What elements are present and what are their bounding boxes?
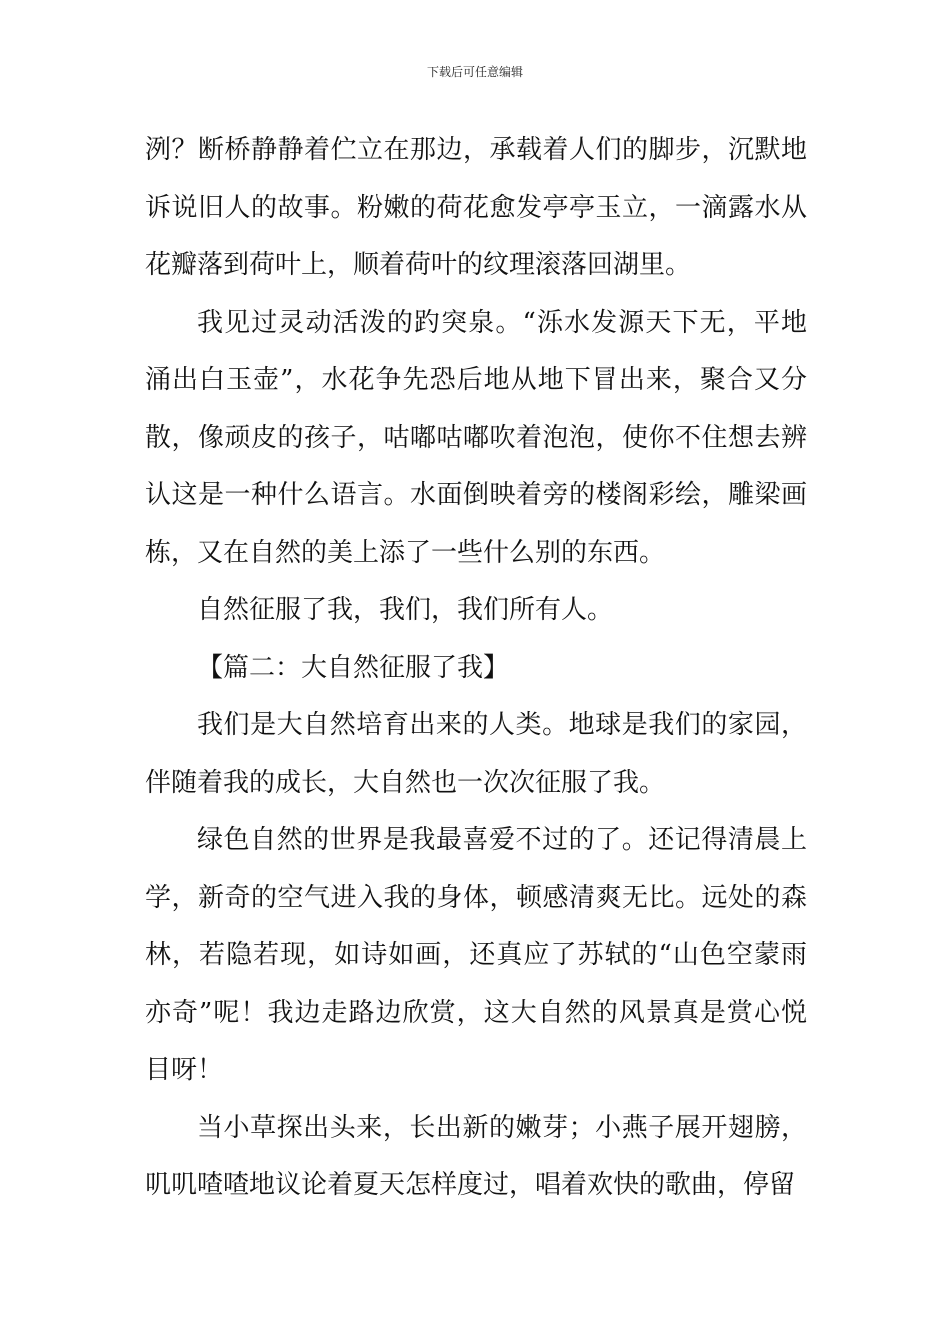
paragraph-baotu-spring: 我见过灵动活泼的趵突泉。“泺水发源天下无，平地涌出白玉壶”，水花争先恐后地从地下冒出来，聚合又分散，像顽皮的孩子，咕嘟咕嘟吹着泡泡，使你不住想去辨认这是一种什么语言。水面倒映着旁的楼阁彩绘，雕梁画栋，又在自然的美上添了一些什么别的东西。	[145, 307, 807, 568]
section-heading: 【篇二：大自然征服了我】	[197, 652, 510, 683]
page-header-note: 下载后可任意编辑	[426, 65, 523, 79]
paragraph-green-world: 绿色自然的世界是我最喜爱不过的了。还记得清晨上学，新奇的空气进入我的身体，顿感清爽无比。远处的森林，若隐若现，如诗如画，还真应了苏轼的“山色空蒙雨亦奇”呢！我边走路边欣赏，这大自然的风景真是赏心悦目呀！	[145, 825, 807, 1085]
paragraph-continuation: 洌？断桥静静着伫立在那边，承载着人们的脚步，沉默地诉说旧人的故事。粉嫩的荷花愈发亭亭玉立，一滴露水从花瓣落到荷叶上，顺着荷叶的纹理滚落回湖里。	[145, 135, 807, 280]
paragraph-conclusion: 自然征服了我，我们，我们所有人。	[197, 595, 614, 625]
paragraph-grass-swallow: 当小草探出头来，长出新的嫩芽；小燕子展开翅膀，叽叽喳喳地议论着夏天怎样度过，唱着欢快的歌曲，停留	[145, 1112, 807, 1200]
document-body	[145, 122, 807, 1215]
paragraph-intro: 我们是大自然培育出来的人类。地球是我们的家园，伴随着我的成长，大自然也一次次征服了我。	[145, 710, 807, 798]
